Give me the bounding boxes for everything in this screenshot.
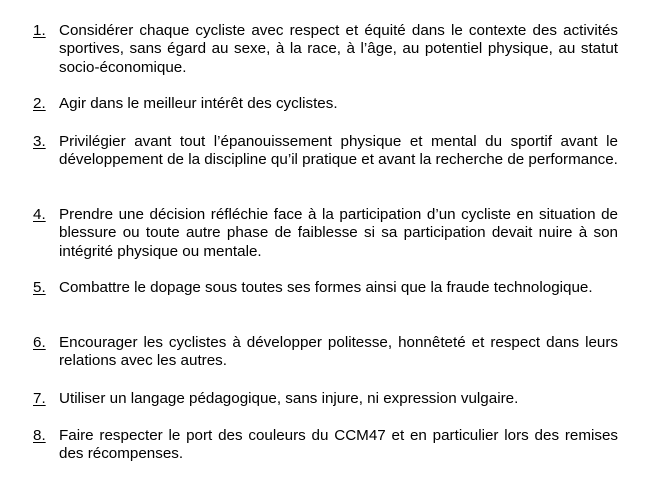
item-number: 1. <box>33 22 46 39</box>
item-text: Encourager les cyclistes à développer politesse, honnêteté et respect dans leurs relations avec les autres. <box>59 334 618 370</box>
item-number: 3. <box>33 133 46 150</box>
item-text: Agir dans le meilleur intérêt des cyclistes. <box>59 95 338 112</box>
list-item <box>33 22 618 77</box>
item-number: 6. <box>33 334 46 351</box>
item-text: Privilégier avant tout l’épanouissement physique et mental du sportif avant le développement de la discipline qu’il pratique et avant la recherche de performance. <box>59 133 618 169</box>
item-text: Considérer chaque cycliste avec respect et équité dans le contexte des activités sportives, sans égard au sexe, à la race, à l’âge, au potentiel physique, au statut socio-économique. <box>59 22 618 76</box>
list-item <box>33 206 618 261</box>
list-item <box>33 95 618 113</box>
item-number: 8. <box>33 427 46 444</box>
item-number: 7. <box>33 390 46 407</box>
item-number: 5. <box>33 279 46 296</box>
list-item <box>33 334 618 371</box>
item-text: Faire respecter le port des couleurs du CCM47 et en particulier lors des remises des récompenses. <box>59 427 618 463</box>
item-text: Prendre une décision réfléchie face à la participation d’un cycliste en situation de blessure ou toute autre phase de faiblesse si sa participation devait nuire à son intégrité physique ou mentale. <box>59 206 618 260</box>
list-item <box>33 133 618 170</box>
item-number: 2. <box>33 95 46 112</box>
list-item <box>33 390 618 408</box>
list-item <box>33 279 618 297</box>
item-text: Utiliser un langage pédagogique, sans injure, ni expression vulgaire. <box>59 390 519 407</box>
item-number: 4. <box>33 206 46 223</box>
list-item <box>33 427 618 464</box>
item-text: Combattre le dopage sous toutes ses formes ainsi que la fraude technologique. <box>59 279 593 296</box>
